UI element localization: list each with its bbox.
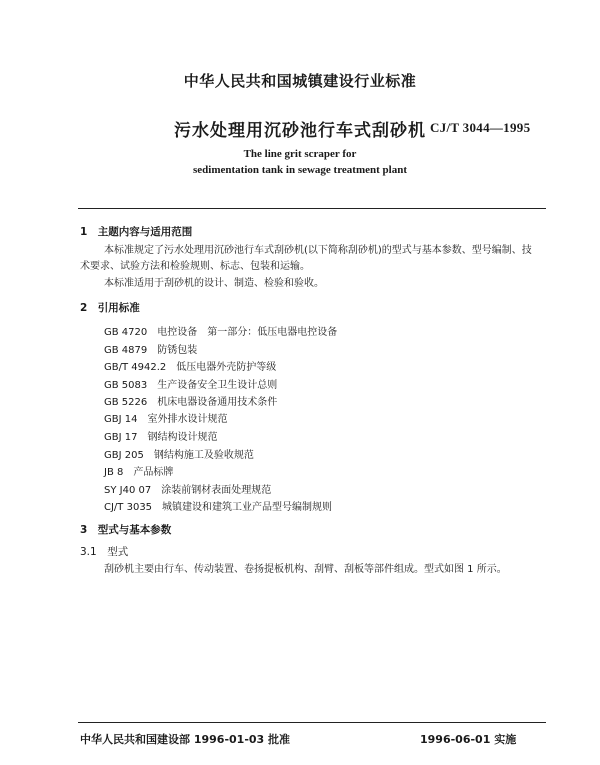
reference-item: SY J40 07 涂装前钢材表面处理规范 [104,485,272,496]
section-3-1-heading: 3.1 型式 [80,546,129,558]
reference-item: CJ/T 3035 城镇建设和建筑工业产品型号编制规则 [104,502,333,513]
standard-title-en-line2: sedimentation tank in sewage treatment plant [193,164,407,176]
section-2-heading: 2 引用标准 [80,302,140,314]
reference-item: GB 5083 生产设备安全卫生设计总则 [104,380,278,391]
implementation-date: 1996-06-01 实施 [420,733,517,746]
reference-item: GB 4720 电控设备 第一部分：低压电器电控设备 [104,327,338,338]
reference-item: GB/T 4942.2 低压电器外壳防护等级 [104,362,277,373]
section-1-heading: 1 主题内容与适用范围 [80,226,193,238]
issuing-organization: 中华人民共和国城镇建设行业标准 [183,72,417,90]
footer-divider [78,722,546,723]
standard-code: CJ/T 3044—1995 [430,120,531,135]
section-1-para-2: 本标准适用于刮砂机的设计、制造、检验和验收。 [104,278,324,289]
header-divider [78,208,546,209]
approval-info: 中华人民共和国建设部 1996-01-03 批准 [80,733,291,746]
standard-title-cn: 污水处理用沉砂池行车式刮砂机 [174,121,426,141]
section-3-1-para: 刮砂机主要由行车、传动装置、卷扬提板机构、刮臂、刮板等部件组成。型式如图 1 所示。 [104,564,507,575]
reference-item: GB 5226 机床电器设备通用技术条件 [104,397,278,408]
reference-item: JB 8 产品标牌 [104,467,174,478]
section-1-para-1-line-2: 术要求、试验方法和检验规则、标志、包装和运输。 [80,261,310,272]
reference-item: GBJ 17 钢结构设计规范 [104,432,218,443]
section-3-heading: 3 型式与基本参数 [80,524,172,536]
reference-item: GBJ 205 钢结构施工及验收规范 [104,450,254,461]
reference-item: GB 4879 防锈包装 [104,345,198,356]
standard-title-en-line1: The line grit scraper for [243,148,357,160]
section-1-para-1-line-1: 本标准规定了污水处理用沉砂池行车式刮砂机(以下简称刮砂机)的型式与基本参数、型号编制、技 [104,245,532,256]
reference-item: GBJ 14 室外排水设计规范 [104,414,228,425]
